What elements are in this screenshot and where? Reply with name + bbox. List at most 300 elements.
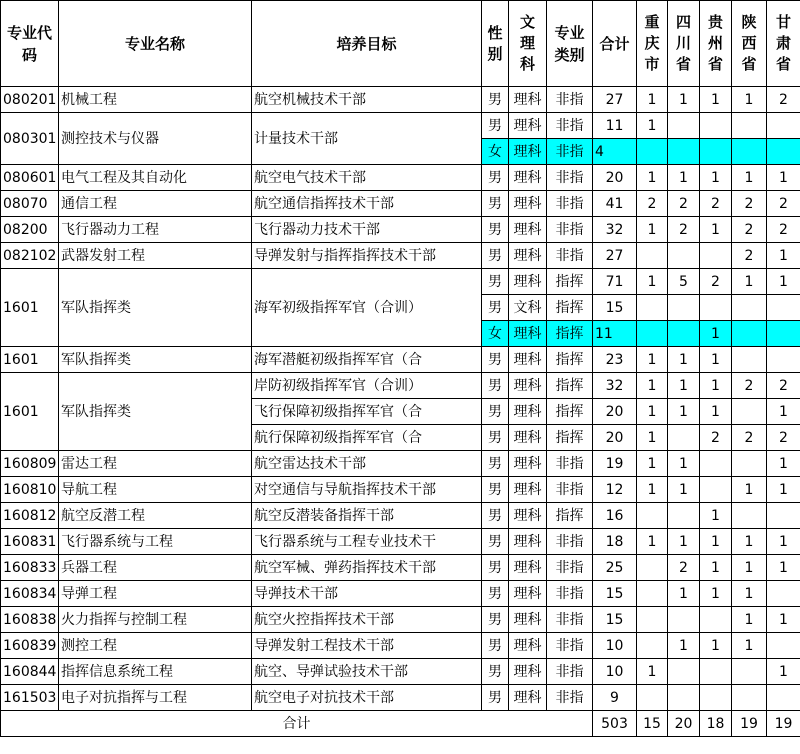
- total-cell: 27: [593, 87, 637, 113]
- guizhou-cell: [700, 477, 732, 503]
- sichuan-cell: [668, 321, 700, 347]
- gansu-cell: [767, 581, 800, 607]
- chongqing-cell: [637, 243, 668, 269]
- gender-cell: 男: [482, 659, 509, 685]
- sichuan-cell: 2: [668, 555, 700, 581]
- sichuan-cell: [668, 295, 700, 321]
- sichuan-cell: 1: [668, 451, 700, 477]
- major-code: 082102: [1, 243, 59, 269]
- col-header-total: 合计: [593, 1, 637, 87]
- shaanxi-cell: [732, 321, 767, 347]
- gender-cell: 男: [482, 243, 509, 269]
- table-row: [1, 191, 800, 217]
- category-cell: 非指: [547, 659, 593, 685]
- gansu-cell: 2: [767, 425, 800, 451]
- category-cell: 非指: [547, 165, 593, 191]
- gender-cell: 男: [482, 581, 509, 607]
- total-cell: 20: [593, 425, 637, 451]
- major-name: 飞行器动力工程: [59, 217, 252, 243]
- table-row: [1, 451, 800, 477]
- chongqing-cell: 1: [637, 659, 668, 685]
- track-cell: 理科: [509, 529, 547, 555]
- major-name: 军队指挥类: [59, 269, 252, 347]
- category-cell: 非指: [547, 477, 593, 503]
- guizhou-cell: 1: [700, 399, 732, 425]
- sichuan-cell: 1: [668, 399, 700, 425]
- sichuan-cell: [668, 503, 700, 529]
- shaanxi-cell: 1: [732, 633, 767, 659]
- track-cell: 理科: [509, 451, 547, 477]
- table-row: [1, 581, 800, 607]
- category-cell: 指挥: [547, 269, 593, 295]
- guizhou-cell: 2: [700, 269, 732, 295]
- sichuan-cell: 1: [668, 529, 700, 555]
- chongqing-cell: 1: [637, 113, 668, 139]
- gansu-cell: 2: [767, 373, 800, 399]
- total-cell: 23: [593, 347, 637, 373]
- total-cell: 4: [593, 139, 637, 165]
- gender-cell: 男: [482, 503, 509, 529]
- track-cell: 理科: [509, 373, 547, 399]
- training-goal: 计量技术干部: [252, 113, 482, 165]
- major-code: 160839: [1, 633, 59, 659]
- gansu-cell: 2: [767, 217, 800, 243]
- track-cell: 理科: [509, 633, 547, 659]
- guizhou-cell: [700, 113, 732, 139]
- col-header-shaanxi: 陕西省: [732, 1, 767, 87]
- training-goal: 飞行器系统与工程专业技术干: [252, 529, 482, 555]
- training-goal: 飞行器动力技术干部: [252, 217, 482, 243]
- guizhou-cell: 1: [700, 217, 732, 243]
- sichuan-cell: [668, 607, 700, 633]
- major-name: 通信工程: [59, 191, 252, 217]
- chongqing-cell: 2: [637, 191, 668, 217]
- total-cell: 71: [593, 269, 637, 295]
- table-row: [1, 607, 800, 633]
- shaanxi-cell: 1: [732, 529, 767, 555]
- shaanxi-cell: [732, 451, 767, 477]
- shaanxi-cell: 2: [732, 191, 767, 217]
- sichuan-cell: 1: [668, 581, 700, 607]
- major-code: 161503: [1, 685, 59, 711]
- table-row: [1, 685, 800, 711]
- gansu-cell: [767, 685, 800, 711]
- major-code: 080201: [1, 87, 59, 113]
- major-code: 1601: [1, 269, 59, 347]
- category-cell: 指挥: [547, 295, 593, 321]
- major-code: 08070: [1, 191, 59, 217]
- shaanxi-cell: 2: [732, 243, 767, 269]
- major-name: 指挥信息系统工程: [59, 659, 252, 685]
- track-cell: 文科: [509, 295, 547, 321]
- total-cell: 11: [593, 113, 637, 139]
- track-cell: 理科: [509, 399, 547, 425]
- training-goal: 导弹发射工程技术干部: [252, 633, 482, 659]
- track-cell: 理科: [509, 503, 547, 529]
- shaanxi-cell: 1: [732, 607, 767, 633]
- major-code: 160838: [1, 607, 59, 633]
- col-header-category: 专业类别: [547, 1, 593, 87]
- track-cell: 理科: [509, 191, 547, 217]
- total-cell: 9: [593, 685, 637, 711]
- track-cell: 理科: [509, 659, 547, 685]
- gender-cell: 男: [482, 165, 509, 191]
- shaanxi-cell: 1: [732, 581, 767, 607]
- chongqing-cell: 1: [637, 425, 668, 451]
- training-goal: 飞行保障初级指挥军官（合: [252, 399, 482, 425]
- total-cell: 25: [593, 555, 637, 581]
- gender-cell: 男: [482, 347, 509, 373]
- shaanxi-total-cell: 19: [732, 711, 767, 737]
- major-code: 1601: [1, 373, 59, 451]
- gender-cell: 男: [482, 529, 509, 555]
- training-goal: 航空反潜装备指挥干部: [252, 503, 482, 529]
- shaanxi-cell: [732, 347, 767, 373]
- guizhou-total-cell: 18: [700, 711, 732, 737]
- shaanxi-cell: 2: [732, 373, 767, 399]
- chongqing-cell: [637, 581, 668, 607]
- chongqing-total-cell: 15: [637, 711, 668, 737]
- major-name: 电子对抗指挥与工程: [59, 685, 252, 711]
- track-cell: 理科: [509, 555, 547, 581]
- gender-cell: 男: [482, 633, 509, 659]
- gansu-cell: 1: [767, 659, 800, 685]
- table-row: [1, 217, 800, 243]
- sichuan-cell: 1: [668, 165, 700, 191]
- category-cell: 非指: [547, 139, 593, 165]
- major-name: 测控工程: [59, 633, 252, 659]
- total-cell: 19: [593, 451, 637, 477]
- table-row: [1, 633, 800, 659]
- training-goal: 航空军械、弹药指挥技术干部: [252, 555, 482, 581]
- gansu-cell: 1: [767, 529, 800, 555]
- category-cell: 非指: [547, 191, 593, 217]
- training-goal: 海军潜艇初级指挥军官（合: [252, 347, 482, 373]
- gansu-cell: 1: [767, 269, 800, 295]
- gender-cell: 男: [482, 113, 509, 139]
- gender-cell: 男: [482, 425, 509, 451]
- training-goal: 航空电气技术干部: [252, 165, 482, 191]
- sichuan-cell: [668, 659, 700, 685]
- shaanxi-cell: 1: [732, 165, 767, 191]
- major-name: 机械工程: [59, 87, 252, 113]
- training-goal: 海军初级指挥军官（合训）: [252, 269, 482, 347]
- training-goal: 航空雷达技术干部: [252, 451, 482, 477]
- category-cell: 非指: [547, 581, 593, 607]
- track-cell: 理科: [509, 685, 547, 711]
- major-name: 兵器工程: [59, 555, 252, 581]
- gansu-cell: [767, 113, 800, 139]
- guizhou-cell: 1: [700, 373, 732, 399]
- sichuan-cell: 1: [668, 633, 700, 659]
- table-row: [1, 87, 800, 113]
- major-name: 导航工程: [59, 477, 252, 503]
- header-row: [1, 1, 800, 87]
- gender-cell: 男: [482, 607, 509, 633]
- gansu-cell: [767, 347, 800, 373]
- total-cell: 15: [593, 607, 637, 633]
- training-goal: 导弹技术干部: [252, 581, 482, 607]
- shaanxi-cell: [732, 685, 767, 711]
- gender-cell: 男: [482, 373, 509, 399]
- total-cell: 20: [593, 399, 637, 425]
- chongqing-cell: [637, 555, 668, 581]
- gansu-cell: 1: [767, 243, 800, 269]
- chongqing-cell: 1: [637, 529, 668, 555]
- track-cell: 理科: [509, 87, 547, 113]
- sichuan-total-cell: 20: [668, 711, 700, 737]
- guizhou-cell: 1: [700, 503, 732, 529]
- major-name: 测控技术与仪器: [59, 113, 252, 165]
- guizhou-cell: [700, 295, 732, 321]
- table-row: [1, 373, 800, 399]
- major-code: 160810: [1, 477, 59, 503]
- table-row: [1, 113, 800, 139]
- gender-cell: 男: [482, 555, 509, 581]
- col-header-track: 文理科: [509, 1, 547, 87]
- track-cell: 理科: [509, 113, 547, 139]
- chongqing-cell: 1: [637, 373, 668, 399]
- guizhou-cell: 1: [700, 165, 732, 191]
- track-cell: 理科: [509, 607, 547, 633]
- gansu-cell: [767, 295, 800, 321]
- track-cell: 理科: [509, 477, 547, 503]
- category-cell: 非指: [547, 529, 593, 555]
- col-header-guizhou: 贵州省: [700, 1, 732, 87]
- category-cell: 非指: [547, 607, 593, 633]
- major-code: 160809: [1, 451, 59, 477]
- sichuan-cell: 1: [668, 87, 700, 113]
- guizhou-cell: 1: [700, 633, 732, 659]
- category-cell: 非指: [547, 633, 593, 659]
- training-goal: 导弹发射与指挥指挥技术干部: [252, 243, 482, 269]
- chongqing-cell: [637, 295, 668, 321]
- training-goal: 航空电子对抗技术干部: [252, 685, 482, 711]
- major-code: 1601: [1, 347, 59, 373]
- training-goal: 航空机械技术干部: [252, 87, 482, 113]
- gansu-cell: [767, 321, 800, 347]
- gansu-cell: 1: [767, 165, 800, 191]
- totals-label: 合计: [1, 711, 593, 737]
- total-cell: 27: [593, 243, 637, 269]
- track-cell: 理科: [509, 321, 547, 347]
- category-cell: 非指: [547, 113, 593, 139]
- gansu-cell: [767, 139, 800, 165]
- gender-cell: 男: [482, 685, 509, 711]
- chongqing-cell: 1: [637, 477, 668, 503]
- col-header-gansu: 甘肃省: [767, 1, 800, 87]
- track-cell: 理科: [509, 243, 547, 269]
- major-code: 160834: [1, 581, 59, 607]
- track-cell: 理科: [509, 425, 547, 451]
- col-header-goal: 培养目标: [252, 1, 482, 87]
- major-code: 08200: [1, 217, 59, 243]
- sichuan-cell: 2: [668, 217, 700, 243]
- grand-total-cell: 503: [593, 711, 637, 737]
- total-cell: 16: [593, 503, 637, 529]
- table-row: [1, 555, 800, 581]
- category-cell: 非指: [547, 87, 593, 113]
- chongqing-cell: 1: [637, 165, 668, 191]
- guizhou-cell: [700, 243, 732, 269]
- shaanxi-cell: 2: [732, 217, 767, 243]
- major-name: 电气工程及其自动化: [59, 165, 252, 191]
- chongqing-cell: 1: [637, 347, 668, 373]
- guizhou-cell: [700, 139, 732, 165]
- major-name: 导弹工程: [59, 581, 252, 607]
- shaanxi-cell: [732, 113, 767, 139]
- guizhou-cell: 1: [700, 555, 732, 581]
- category-cell: 指挥: [547, 347, 593, 373]
- category-cell: 非指: [547, 685, 593, 711]
- major-code: 160833: [1, 555, 59, 581]
- gender-cell: 男: [482, 399, 509, 425]
- table-row: [1, 529, 800, 555]
- gender-cell: 女: [482, 139, 509, 165]
- guizhou-cell: [700, 607, 732, 633]
- total-cell: 20: [593, 165, 637, 191]
- major-code: 160844: [1, 659, 59, 685]
- gansu-cell: 2: [767, 87, 800, 113]
- major-name: 军队指挥类: [59, 373, 252, 451]
- shaanxi-cell: [732, 139, 767, 165]
- shaanxi-cell: 1: [732, 269, 767, 295]
- guizhou-cell: [700, 685, 732, 711]
- guizhou-cell: 1: [700, 581, 732, 607]
- chongqing-cell: [637, 685, 668, 711]
- chongqing-cell: 1: [637, 269, 668, 295]
- track-cell: 理科: [509, 217, 547, 243]
- sichuan-cell: [668, 113, 700, 139]
- track-cell: 理科: [509, 581, 547, 607]
- table-row: [1, 503, 800, 529]
- major-name: 武器发射工程: [59, 243, 252, 269]
- table-row: [1, 477, 800, 503]
- major-name: 火力指挥与控制工程: [59, 607, 252, 633]
- shaanxi-cell: [732, 503, 767, 529]
- category-cell: 非指: [547, 555, 593, 581]
- major-name: 军队指挥类: [59, 347, 252, 373]
- total-cell: 32: [593, 217, 637, 243]
- shaanxi-cell: 1: [732, 87, 767, 113]
- sichuan-cell: [668, 425, 700, 451]
- major-name: 航空反潜工程: [59, 503, 252, 529]
- chongqing-cell: [637, 503, 668, 529]
- sichuan-cell: 2: [668, 191, 700, 217]
- gender-cell: 男: [482, 295, 509, 321]
- table-row: [1, 269, 800, 295]
- table-row: [1, 347, 800, 373]
- major-name: 飞行器系统与工程: [59, 529, 252, 555]
- chongqing-cell: 1: [637, 217, 668, 243]
- chongqing-cell: 1: [637, 451, 668, 477]
- gender-cell: 男: [482, 217, 509, 243]
- category-cell: 指挥: [547, 399, 593, 425]
- chongqing-cell: 1: [637, 399, 668, 425]
- total-cell: 12: [593, 477, 637, 503]
- totals-row: [1, 711, 800, 737]
- total-cell: 15: [593, 295, 637, 321]
- track-cell: 理科: [509, 347, 547, 373]
- training-goal: 航空通信指挥技术干部: [252, 191, 482, 217]
- gender-cell: 女: [482, 321, 509, 347]
- category-cell: 非指: [547, 243, 593, 269]
- training-goal: 对空通信与导航指挥技术干部: [252, 477, 482, 503]
- col-header-gender: 性别: [482, 1, 509, 87]
- table-row: [1, 165, 800, 191]
- col-header-sichuan: 四川省: [668, 1, 700, 87]
- col-header-chongqing: 重庆市: [637, 1, 668, 87]
- table-row: [1, 659, 800, 685]
- chongqing-cell: [637, 633, 668, 659]
- chongqing-cell: [637, 139, 668, 165]
- shaanxi-cell: 2: [732, 425, 767, 451]
- category-cell: 非指: [547, 451, 593, 477]
- shaanxi-cell: [732, 295, 767, 321]
- shaanxi-cell: [732, 659, 767, 685]
- gansu-cell: 1: [767, 607, 800, 633]
- track-cell: 理科: [509, 269, 547, 295]
- chongqing-cell: [637, 321, 668, 347]
- table-row: [1, 243, 800, 269]
- total-cell: 11: [593, 321, 637, 347]
- gansu-cell: 1: [767, 555, 800, 581]
- guizhou-cell: 2: [700, 191, 732, 217]
- gender-cell: 男: [482, 269, 509, 295]
- gender-cell: 男: [482, 477, 509, 503]
- total-cell: 41: [593, 191, 637, 217]
- training-goal: 航空、导弹试验技术干部: [252, 659, 482, 685]
- training-goal: 航空火控指挥技术干部: [252, 607, 482, 633]
- gender-cell: 男: [482, 191, 509, 217]
- gansu-cell: 2: [767, 191, 800, 217]
- track-cell: 理科: [509, 165, 547, 191]
- gansu-cell: [767, 503, 800, 529]
- sichuan-cell: [668, 139, 700, 165]
- guizhou-cell: 1: [700, 347, 732, 373]
- guizhou-cell: [700, 659, 732, 685]
- major-code: 080301: [1, 113, 59, 165]
- shaanxi-cell: 1: [732, 477, 767, 503]
- chongqing-cell: 1: [637, 87, 668, 113]
- sichuan-cell: 1: [668, 347, 700, 373]
- guizhou-cell: 1: [700, 87, 732, 113]
- category-cell: 指挥: [547, 425, 593, 451]
- gansu-total-cell: 19: [767, 711, 800, 737]
- col-header-code: 专业代码: [1, 1, 59, 87]
- category-cell: 指挥: [547, 321, 593, 347]
- gansu-cell: 1: [767, 477, 800, 503]
- sichuan-cell: 1: [668, 477, 700, 503]
- guizhou-cell: 1: [700, 529, 732, 555]
- chongqing-cell: [637, 607, 668, 633]
- total-cell: 32: [593, 373, 637, 399]
- gender-cell: 男: [482, 451, 509, 477]
- training-goal: 航行保障初级指挥军官（合: [252, 425, 482, 451]
- category-cell: 指挥: [547, 503, 593, 529]
- major-code: 160812: [1, 503, 59, 529]
- sichuan-cell: 1: [668, 373, 700, 399]
- total-cell: 10: [593, 633, 637, 659]
- col-header-name: 专业名称: [59, 1, 252, 87]
- total-cell: 18: [593, 529, 637, 555]
- gender-cell: 男: [482, 87, 509, 113]
- sichuan-cell: [668, 685, 700, 711]
- major-name: 雷达工程: [59, 451, 252, 477]
- sichuan-cell: 5: [668, 269, 700, 295]
- category-cell: 非指: [547, 217, 593, 243]
- guizhou-cell: [700, 451, 732, 477]
